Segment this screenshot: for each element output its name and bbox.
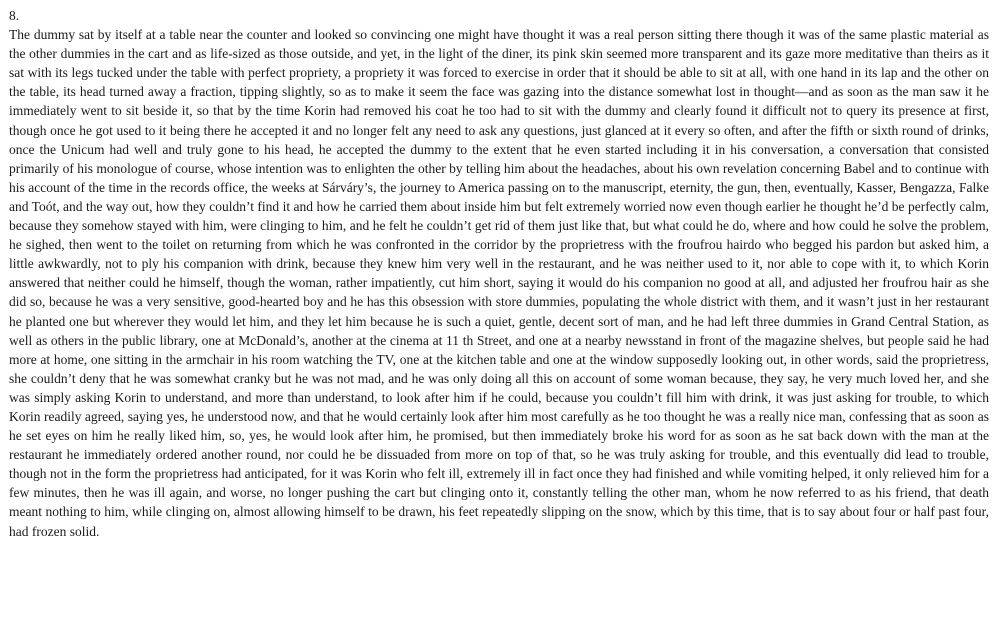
document-page [9,6,989,541]
body-paragraph: The dummy sat by itself at a table near the counter and looked so convincing one might have thought it was a real person sitting there though it was of the same plastic material as the other dummies in the cart and as life-sized as those outside, and yet, in the light of the diner, its pink skin seemed more transparent and its gaze more meditative than theirs as it sat with its legs tucked under the table with perfect propriety, a propriety it was forced to exercise in order that it should be able to sit at all, with one hand in its lap and the other on the table, its head turned away a fraction, tipping slightly, so as to make it seem the face was gazing into the distance somewhat lost in thought—and as soon as the man saw it he immediately went to sit beside it, so that by the time Korin had removed his coat he too had to sit with the dummy and clearly found it difficult not to query its presence at first, though once he got used to it being there he accepted it and no longer felt any need to ask any questions, just glanced at it every so often, and after the fifth or sixth round of drinks, once the Unicum had well and truly gone to his head, he accepted the dummy to the extent that he even started including it in his conversation, a conversation that consisted primarily of his monologue of course, whose intention was to enlighten the other by telling him about the headaches, about his own revelation concerning Babel and to continue with his account of the time in the records office, the weeks at Sárváry’s, the journey to America passing on to the manuscript, eternity, the gun, then, eventually, Kasser, Bengazza, Falke and Toót, and the way out, how they couldn’t find it and how he carried them about inside him but felt extremely worried now even though earlier he thought he’d be perfectly calm, because they somehow stayed with him, were clinging to him, and he felt he couldn’t get rid of them just like that, but what could he do, where and how could he solve the problem, he sighed, then went to the toilet on returning from which he was confronted in the corridor by the proprietress with the froufrou hairdo who begged his pardon but asked him, a little awkwardly, not to ply his companion with drink, because they knew him very well in the restaurant, and he was neither used to it, nor able to cope with it, to which Korin answered that neither could he himself, though the woman, rather impatiently, cut him short, saying it would do his companion no good at all, and adjusted her froufrou hair as she did so, because he was a very sensitive, good-hearted boy and he has this obsession with store dummies, populating the whole district with them, and it wasn’t just in her restaurant he planted one but wherever they would let him, and they let him because he is such a quiet, gentle, decent sort of man, and he had left three dummies in Grand Central Station, as well as others in the public library, one at McDonald’s, another at the cinema at 11 th Street, and one at a nearby newsstand in front of the magazine shelves, but people said he had more at home, one sitting in the armchair in his room watching the TV, one at the kitchen table and one at the window supposedly looking out, in other words, said the proprietress, she couldn’t deny that he was somewhat cranky but he was not mad, and he was only doing all this on account of some woman because, they say, he very much loved her, and she was simply asking Korin to understand, and more than understand, to look after him if he could, because you couldn’t fill him with drink, it was just asking for trouble, to which Korin readily agreed, saying yes, he understood now, and that he would certainly look after him most carefully as he too thought he was a really nice man, confessing that as soon as he set eyes on him he really liked him, so, yes, he would look after him, he promised, but then immediately broke his word for as soon as he sat back down with the man at the restaurant he immediately ordered another round, nor could he be dissuaded from more on top of that, so he was truly asking for trouble, and this eventually did lead to trouble, though not in the form the proprietress had anticipated, for it was Korin who felt ill, extremely ill in fact once they had finished and while vomiting helped, it only relieved him for a few minutes, then he was ill again, and worse, no longer pushing the cart but clinging onto it, constantly telling the other man, whom he now referred to as his friend, that death meant nothing to him, while clinging on, almost allowing himself to be drawn, his feet repeatedly slipping on the snow, which by this time, that is to say about four or half past four, had frozen solid. [9,27,990,539]
section-number: 8. [9,8,20,23]
